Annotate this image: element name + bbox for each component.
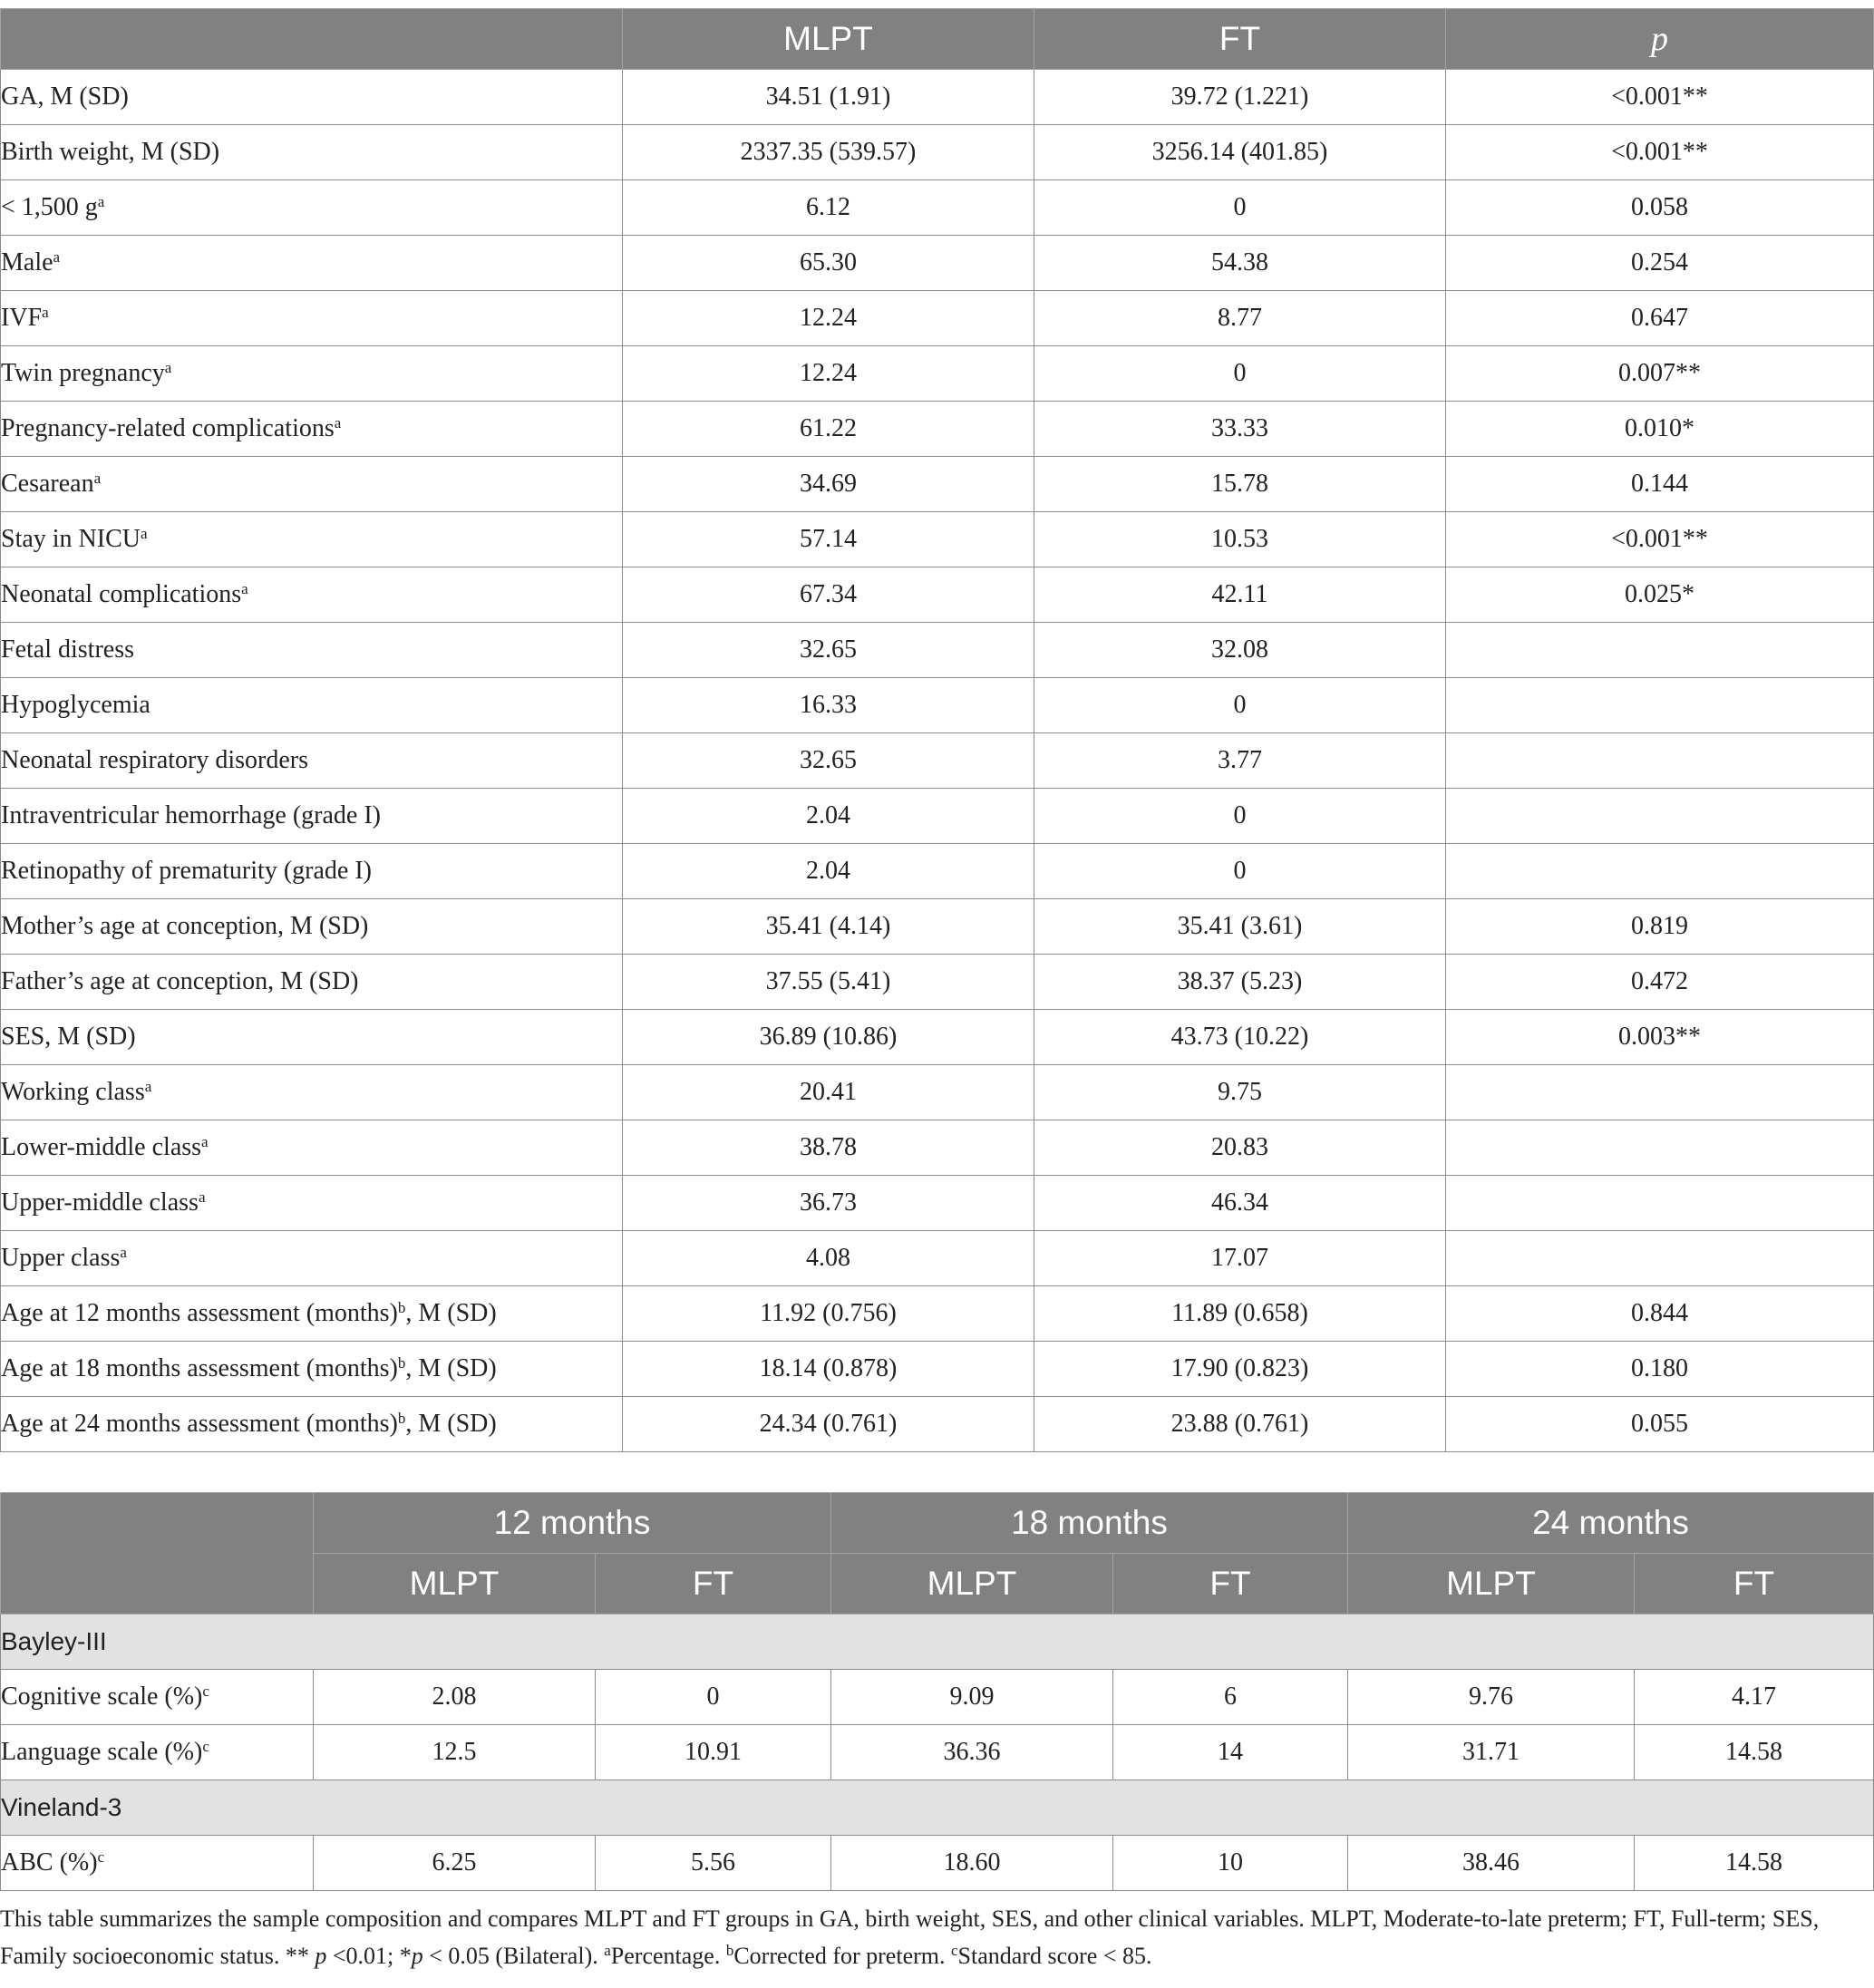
- cell-ft: 35.41 (3.61): [1034, 899, 1446, 955]
- cell-mlpt: 6.12: [623, 180, 1034, 236]
- cell-value: 10: [1113, 1836, 1348, 1891]
- footnote-p-symbol: p: [315, 1943, 327, 1969]
- cell-p: 0.180: [1446, 1342, 1874, 1397]
- row-label-cell: [1, 512, 623, 567]
- row-label: Cesarean: [1, 470, 94, 498]
- cell-p: 0.007**: [1446, 346, 1874, 402]
- row-label-superscript: a: [144, 1078, 152, 1095]
- table-row: [1, 789, 1874, 844]
- cell-ft: 46.34: [1034, 1176, 1446, 1231]
- cell-p: <0.001**: [1446, 512, 1874, 567]
- cell-p: [1446, 678, 1874, 733]
- table-row: [1, 70, 1874, 125]
- row-label-superscript: c: [97, 1848, 105, 1866]
- table2-header-18-months: 18 months: [831, 1493, 1348, 1554]
- row-label-suffix: , M (SD): [405, 1299, 497, 1327]
- cell-mlpt: 12.24: [623, 291, 1034, 346]
- cell-ft: 54.38: [1034, 236, 1446, 291]
- section-row: [1, 1780, 1874, 1836]
- row-label: Age at 24 months assessment (months): [1, 1410, 398, 1438]
- cell-mlpt: 61.22: [623, 402, 1034, 457]
- row-label-cell: [1, 1176, 623, 1231]
- table-row: [1, 567, 1874, 623]
- row-label-cell: [1, 899, 623, 955]
- cell-ft: 0: [1034, 346, 1446, 402]
- table-row: [1, 125, 1874, 180]
- table-row: [1, 899, 1874, 955]
- row-label-superscript: b: [397, 1354, 406, 1372]
- cell-p: 0.647: [1446, 291, 1874, 346]
- row-label-cell: [1, 789, 623, 844]
- cell-mlpt: 32.65: [623, 623, 1034, 678]
- table-row: [1, 1836, 1874, 1891]
- table-row: [1, 236, 1874, 291]
- cell-p: [1446, 789, 1874, 844]
- row-label: Upper-middle class: [1, 1188, 199, 1217]
- table-row: [1, 733, 1874, 789]
- row-label: Age at 18 months assessment (months): [1, 1354, 398, 1382]
- footnote-text: Percentage.: [610, 1943, 726, 1969]
- table-row: [1, 1231, 1874, 1286]
- cell-ft: 3256.14 (401.85): [1034, 125, 1446, 180]
- table-row: [1, 457, 1874, 512]
- footnote-text: This table summarizes the sample composition and compares MLPT and FT groups in GA, birth weight, SES, and other clinical variables. MLPT, Moderate-to-late preterm; FT, Full-term; SES, Family socioeconomic status. **: [0, 1906, 1820, 1969]
- cell-value: 0: [596, 1670, 831, 1725]
- cell-mlpt: 24.34 (0.761): [623, 1397, 1034, 1452]
- row-label-superscript: a: [241, 580, 248, 597]
- cell-mlpt: 67.34: [623, 567, 1034, 623]
- table2-subheader: FT: [1113, 1554, 1348, 1615]
- row-label-cell: [1, 346, 623, 402]
- footnote-p-symbol: p: [411, 1943, 423, 1969]
- footnote-text: <0.01; *: [326, 1943, 412, 1969]
- cell-mlpt: 12.24: [623, 346, 1034, 402]
- cell-value: 38.46: [1348, 1836, 1635, 1891]
- cell-mlpt: 38.78: [623, 1120, 1034, 1176]
- row-label: Age at 12 months assessment (months): [1, 1299, 398, 1327]
- row-label: Male: [1, 248, 53, 276]
- cell-ft: 33.33: [1034, 402, 1446, 457]
- cell-value: 9.09: [831, 1670, 1113, 1725]
- cell-ft: 17.90 (0.823): [1034, 1342, 1446, 1397]
- row-label: Twin pregnancy: [1, 359, 165, 387]
- row-label-cell: [1, 1725, 314, 1780]
- table-row: [1, 291, 1874, 346]
- table1-header-mlpt: MLPT: [623, 9, 1034, 70]
- cell-ft: 20.83: [1034, 1120, 1446, 1176]
- row-label-cell: [1, 1231, 623, 1286]
- row-label-superscript: a: [42, 304, 49, 321]
- cell-ft: 10.53: [1034, 512, 1446, 567]
- cell-ft: 0: [1034, 789, 1446, 844]
- row-label-suffix: , M (SD): [405, 1354, 497, 1382]
- cell-mlpt: 20.41: [623, 1065, 1034, 1120]
- row-label: SES, M (SD): [1, 1023, 136, 1051]
- cell-mlpt: 36.89 (10.86): [623, 1010, 1034, 1065]
- cell-value: 31.71: [1348, 1725, 1635, 1780]
- row-label: Pregnancy-related complications: [1, 414, 335, 442]
- row-label: Cognitive scale (%): [1, 1683, 203, 1711]
- cell-mlpt: 2337.35 (539.57): [623, 125, 1034, 180]
- row-label-superscript: a: [141, 525, 148, 542]
- cell-ft: 39.72 (1.221): [1034, 70, 1446, 125]
- table-row: [1, 678, 1874, 733]
- sample-characteristics-table: [0, 8, 1874, 1452]
- row-label-superscript: a: [201, 1133, 209, 1150]
- row-label: Neonatal respiratory disorders: [1, 746, 308, 774]
- cell-p: 0.472: [1446, 955, 1874, 1010]
- table-row: [1, 512, 1874, 567]
- cell-value: 6.25: [314, 1836, 596, 1891]
- cell-mlpt: 34.69: [623, 457, 1034, 512]
- cell-value: 6: [1113, 1670, 1348, 1725]
- cell-ft: 0: [1034, 678, 1446, 733]
- cell-value: 2.08: [314, 1670, 596, 1725]
- row-label: Upper class: [1, 1244, 121, 1272]
- row-label-superscript: b: [397, 1299, 406, 1316]
- row-label-cell: [1, 844, 623, 899]
- cell-p: <0.001**: [1446, 125, 1874, 180]
- cell-mlpt: 2.04: [623, 789, 1034, 844]
- row-label-cell: [1, 1010, 623, 1065]
- table-row: [1, 1120, 1874, 1176]
- footnote-text: < 0.05 (Bilateral).: [422, 1943, 605, 1969]
- table1-header-row: [1, 9, 1874, 70]
- table2-subheader: FT: [596, 1554, 831, 1615]
- row-label-cell: [1, 236, 623, 291]
- cell-p: [1446, 733, 1874, 789]
- row-label-superscript: c: [202, 1683, 209, 1700]
- row-label-cell: [1, 955, 623, 1010]
- footnote-superscript: b: [725, 1942, 734, 1959]
- footnote-superscript: a: [604, 1942, 611, 1959]
- row-label-superscript: a: [164, 359, 172, 376]
- cell-value: 9.76: [1348, 1670, 1635, 1725]
- table2-header-12-months: 12 months: [314, 1493, 831, 1554]
- cell-p: 0.254: [1446, 236, 1874, 291]
- table-row: [1, 1670, 1874, 1725]
- table-row: [1, 623, 1874, 678]
- row-label: Working class: [1, 1078, 145, 1106]
- cell-value: 14.58: [1635, 1725, 1874, 1780]
- table-row: [1, 1397, 1874, 1452]
- cell-p: [1446, 1065, 1874, 1120]
- row-label: Birth weight, M (SD): [1, 138, 220, 166]
- footnote-text: Standard score < 85.: [957, 1943, 1152, 1969]
- cell-mlpt: 18.14 (0.878): [623, 1342, 1034, 1397]
- table-row: [1, 1725, 1874, 1780]
- row-label-cell: [1, 125, 623, 180]
- cell-value: 18.60: [831, 1836, 1113, 1891]
- row-label-cell: [1, 1836, 314, 1891]
- cell-mlpt: 16.33: [623, 678, 1034, 733]
- row-label: Lower-middle class: [1, 1133, 202, 1161]
- cell-mlpt: 2.04: [623, 844, 1034, 899]
- cell-ft: 3.77: [1034, 733, 1446, 789]
- row-label-superscript: a: [53, 248, 61, 266]
- table1-header-label: [1, 9, 623, 70]
- cell-ft: 32.08: [1034, 623, 1446, 678]
- cell-value: 14.58: [1635, 1836, 1874, 1891]
- section-title: Vineland-3: [1, 1780, 1874, 1836]
- cell-p: 0.055: [1446, 1397, 1874, 1452]
- table-footnote: [0, 1900, 1868, 1974]
- cell-value: 10.91: [596, 1725, 831, 1780]
- cell-p: <0.001**: [1446, 70, 1874, 125]
- row-label-cell: [1, 70, 623, 125]
- cell-ft: 17.07: [1034, 1231, 1446, 1286]
- cell-p: 0.144: [1446, 457, 1874, 512]
- row-label: Mother’s age at conception, M (SD): [1, 912, 369, 940]
- table-row: [1, 1286, 1874, 1342]
- section-row: [1, 1615, 1874, 1670]
- cell-mlpt: 4.08: [623, 1231, 1034, 1286]
- row-label: Stay in NICU: [1, 525, 141, 553]
- cell-value: 14: [1113, 1725, 1348, 1780]
- cell-p: [1446, 844, 1874, 899]
- table-row: [1, 1010, 1874, 1065]
- cell-p: 0.003**: [1446, 1010, 1874, 1065]
- table-row: [1, 955, 1874, 1010]
- row-label-cell: [1, 1065, 623, 1120]
- row-label-cell: [1, 180, 623, 236]
- row-label-cell: [1, 457, 623, 512]
- cell-p: [1446, 1176, 1874, 1231]
- table2-header-blank: [1, 1493, 314, 1615]
- section-title: Bayley-III: [1, 1615, 1874, 1670]
- cell-value: 36.36: [831, 1725, 1113, 1780]
- cell-p: [1446, 1120, 1874, 1176]
- cell-p: 0.010*: [1446, 402, 1874, 457]
- cell-mlpt: 57.14: [623, 512, 1034, 567]
- row-label: Neonatal complications: [1, 580, 242, 608]
- row-label: IVF: [1, 304, 43, 332]
- row-label-cell: [1, 1120, 623, 1176]
- cell-value: 5.56: [596, 1836, 831, 1891]
- cell-ft: 43.73 (10.22): [1034, 1010, 1446, 1065]
- cell-p: [1446, 623, 1874, 678]
- table2-header-24-months: 24 months: [1348, 1493, 1874, 1554]
- table-row: [1, 1342, 1874, 1397]
- row-label: Language scale (%): [1, 1738, 203, 1766]
- cell-p: [1446, 1231, 1874, 1286]
- cell-ft: 0: [1034, 180, 1446, 236]
- cell-ft: 11.89 (0.658): [1034, 1286, 1446, 1342]
- footnote-superscript: c: [951, 1942, 958, 1959]
- cell-ft: 15.78: [1034, 457, 1446, 512]
- row-label: GA, M (SD): [1, 82, 129, 111]
- cell-mlpt: 32.65: [623, 733, 1034, 789]
- cell-mlpt: 35.41 (4.14): [623, 899, 1034, 955]
- cell-p: 0.025*: [1446, 567, 1874, 623]
- row-label: Intraventricular hemorrhage (grade I): [1, 801, 381, 829]
- cell-mlpt: 36.73: [623, 1176, 1034, 1231]
- table-row: [1, 1176, 1874, 1231]
- row-label-cell: [1, 291, 623, 346]
- row-label-cell: [1, 678, 623, 733]
- row-label-superscript: a: [198, 1188, 206, 1206]
- cell-p: 0.058: [1446, 180, 1874, 236]
- delay-rates-table: [0, 1492, 1874, 1891]
- table2-subheader: MLPT: [831, 1554, 1113, 1615]
- row-label: Retinopathy of prematurity (grade I): [1, 857, 372, 885]
- row-label-superscript: a: [334, 414, 342, 432]
- row-label-cell: [1, 733, 623, 789]
- row-label: < 1,500 g: [1, 193, 98, 221]
- row-label-superscript: a: [120, 1244, 127, 1261]
- row-label-suffix: , M (SD): [405, 1410, 497, 1438]
- cell-ft: 8.77: [1034, 291, 1446, 346]
- cell-mlpt: 34.51 (1.91): [623, 70, 1034, 125]
- table2-subheader: MLPT: [314, 1554, 596, 1615]
- cell-ft: 42.11: [1034, 567, 1446, 623]
- table-row: [1, 844, 1874, 899]
- cell-ft: 9.75: [1034, 1065, 1446, 1120]
- row-label-superscript: c: [202, 1738, 209, 1755]
- table2-subheader: FT: [1635, 1554, 1874, 1615]
- cell-mlpt: 37.55 (5.41): [623, 955, 1034, 1010]
- cell-p: 0.844: [1446, 1286, 1874, 1342]
- table1-header-ft: FT: [1034, 9, 1446, 70]
- row-label-cell: [1, 1286, 623, 1342]
- cell-value: 12.5: [314, 1725, 596, 1780]
- cell-value: 4.17: [1635, 1670, 1874, 1725]
- table-row: [1, 180, 1874, 236]
- row-label-superscript: a: [93, 470, 102, 487]
- row-label-cell: [1, 1397, 623, 1452]
- table2-subheader: MLPT: [1348, 1554, 1635, 1615]
- row-label: ABC (%): [1, 1848, 98, 1876]
- table-row: [1, 1065, 1874, 1120]
- row-label: Father’s age at conception, M (SD): [1, 967, 359, 995]
- footnote-text: Corrected for preterm.: [733, 1943, 951, 1969]
- table-row: [1, 402, 1874, 457]
- cell-ft: 38.37 (5.23): [1034, 955, 1446, 1010]
- cell-ft: 23.88 (0.761): [1034, 1397, 1446, 1452]
- table-row: [1, 346, 1874, 402]
- cell-ft: 0: [1034, 844, 1446, 899]
- row-label-cell: [1, 402, 623, 457]
- cell-mlpt: 65.30: [623, 236, 1034, 291]
- cell-mlpt: 11.92 (0.756): [623, 1286, 1034, 1342]
- cell-p: 0.819: [1446, 899, 1874, 955]
- row-label-cell: [1, 1342, 623, 1397]
- row-label-cell: [1, 623, 623, 678]
- row-label-superscript: a: [97, 193, 105, 210]
- row-label-superscript: b: [397, 1410, 406, 1427]
- table1-header-p: p: [1446, 9, 1874, 70]
- row-label-cell: [1, 1670, 314, 1725]
- row-label: Fetal distress: [1, 635, 134, 664]
- row-label-cell: [1, 567, 623, 623]
- table2-age-header-row: [1, 1493, 1874, 1554]
- row-label: Hypoglycemia: [1, 691, 151, 719]
